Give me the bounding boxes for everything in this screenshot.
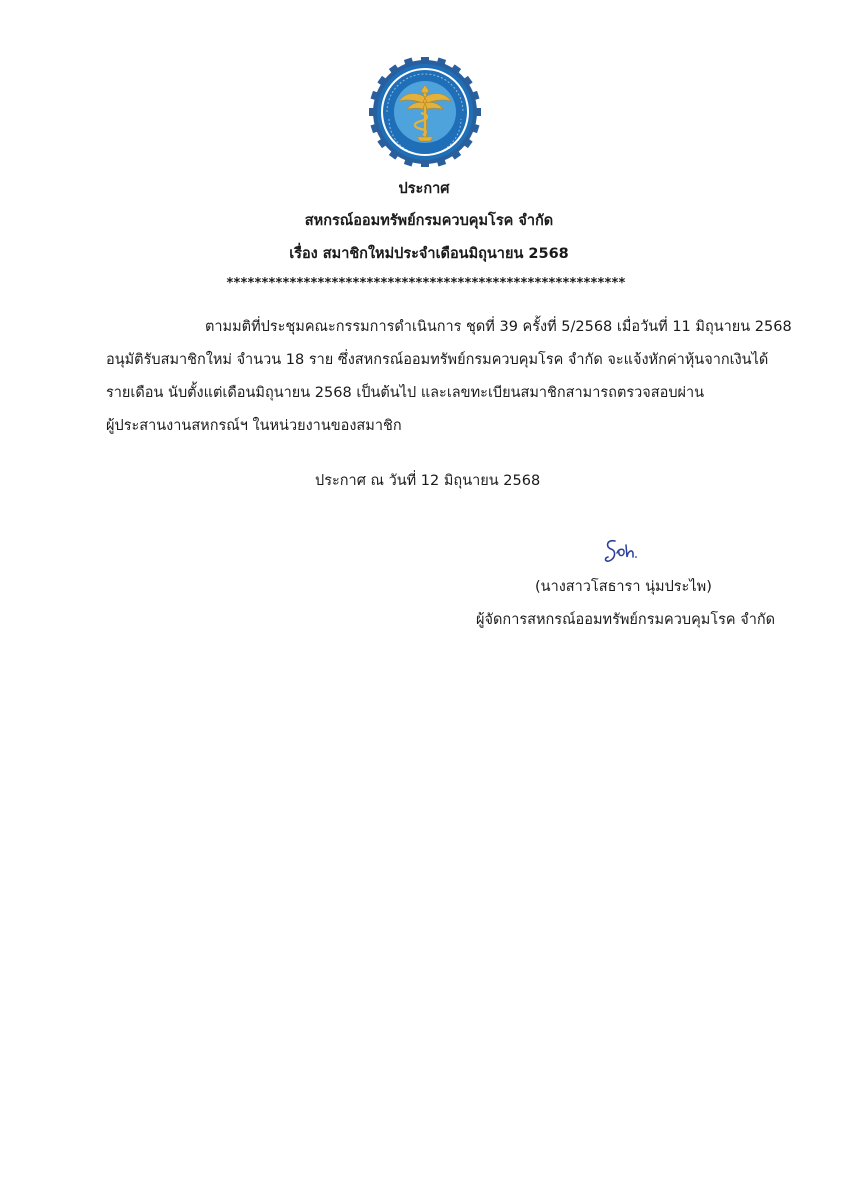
body-line-4: ผู้ประสานงานสหกรณ์ฯ ในหน่วยงานของสมาชิก [106,418,402,434]
signer-name: (นางสาวโสธารา นุ่มประไพ) [535,579,712,595]
cooperative-seal-logo [365,57,485,167]
body-line-2: อนุมัติรับสมาชิกใหม่ จำนวน 18 ราย ซึ่งสหกรณ์ออมทรัพย์กรมควบคุมโรค จำกัด จะแจ้งหักค่าหุ้นจากเงินได้ [106,352,769,368]
document-title: ประกาศ [398,181,450,197]
handwritten-signature [601,531,661,571]
signer-position: ผู้จัดการสหกรณ์ออมทรัพย์กรมควบคุมโรค จำกัด [476,612,776,628]
separator-line: ********************************************************* [226,276,626,291]
body-line-1: ตามมติที่ประชุมคณะกรรมการดำเนินการ ชุดที่ 39 ครั้งที่ 5/2568 เมื่อวันที่ 11 มิถุนายน 2568 [205,319,792,335]
organization-name: สหกรณ์ออมทรัพย์กรมควบคุมโรค จำกัด [304,213,554,229]
document-subject: เรื่อง สมาชิกใหม่ประจำเดือนมิถุนายน 2568 [289,246,569,262]
announcement-date: ประกาศ ณ วันที่ 12 มิถุนายน 2568 [315,473,541,489]
body-line-3: รายเดือน นับตั้งแต่เดือนมิถุนายน 2568 เป็นต้นไป และเลขทะเบียนสมาชิกสามารถตรวจสอบผ่าน [106,385,705,401]
